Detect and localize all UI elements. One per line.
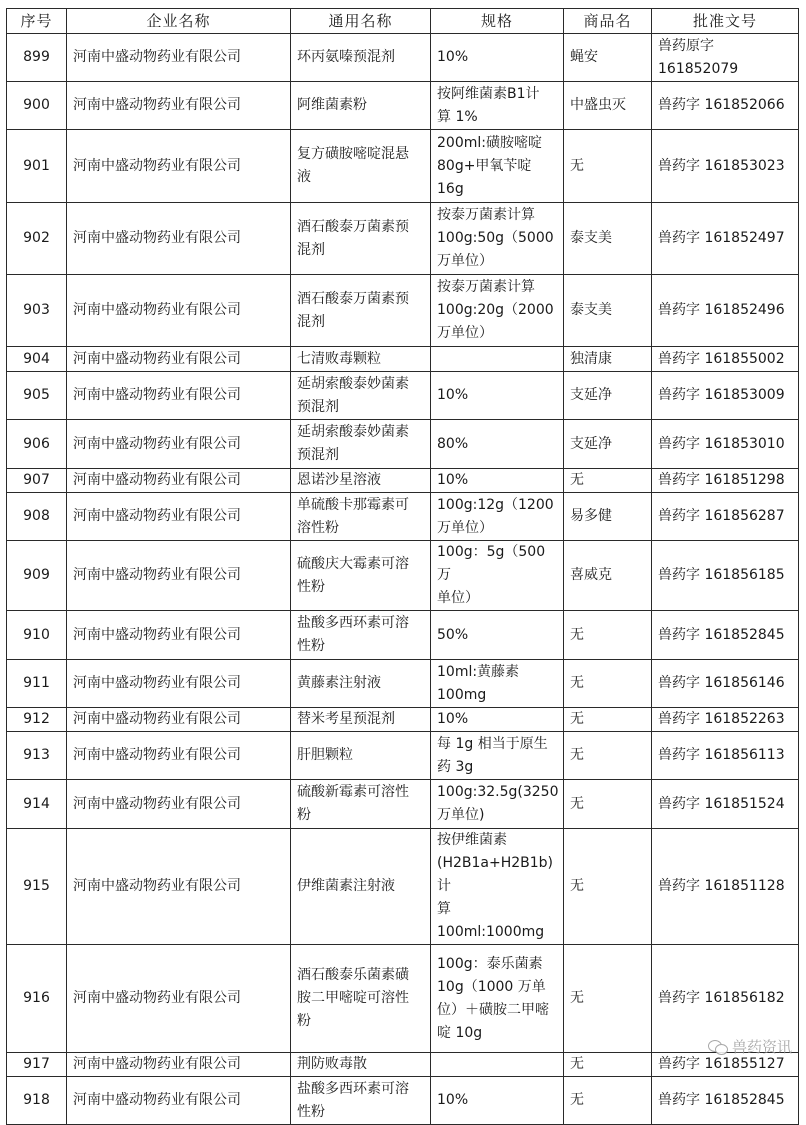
- cell-generic-name-line: 阿维菌素粉: [297, 97, 367, 113]
- cell-generic-name: [291, 541, 431, 611]
- cell-approval-line: 兽药字 161851298: [658, 472, 785, 488]
- cell-approval: [652, 829, 799, 945]
- cell-spec-line: 10%: [437, 49, 469, 65]
- cell-generic-name: [291, 469, 431, 493]
- cell-company: 河南中盛动物药业有限公司: [67, 1053, 291, 1077]
- cell-no: 910: [7, 611, 67, 660]
- cell-spec-line: 算 100ml:1000mg: [437, 901, 545, 940]
- cell-approval: [652, 493, 799, 541]
- cell-approval-line: 兽药字 161851524: [658, 795, 785, 812]
- cell-brand: 支延净: [564, 420, 652, 469]
- cell-spec-line: 万单位）: [437, 519, 493, 536]
- cell-generic-name-line: 复方磺胺嘧啶混悬: [297, 146, 409, 162]
- cell-generic-name-line: 荆防败毒散: [297, 1056, 367, 1072]
- cell-approval-line: 兽药字 161855002: [658, 350, 785, 367]
- cell-spec: [431, 420, 564, 469]
- cell-spec: [431, 1053, 564, 1077]
- cell-brand: 无: [564, 780, 652, 829]
- cell-spec: [431, 130, 564, 203]
- header-company: 企业名称: [67, 9, 291, 34]
- cell-brand: 无: [564, 708, 652, 732]
- cell-generic-name-line: 酒石酸泰万菌素预: [297, 218, 409, 235]
- cell-generic-name-line: 肝胆颗粒: [297, 747, 353, 763]
- cell-spec-line: 100g:12g（1200: [437, 496, 554, 513]
- cell-spec-line: 10%: [437, 387, 469, 403]
- cell-generic-name-line: 混剂: [297, 241, 325, 258]
- cell-generic-name: [291, 1077, 431, 1125]
- cell-brand: 无: [564, 945, 652, 1053]
- cell-approval-line: 兽药字 161853010: [658, 435, 785, 452]
- cell-spec-line: 10ml:黄藤素: [437, 663, 520, 680]
- cell-brand: 无: [564, 1077, 652, 1125]
- cell-approval: [652, 347, 799, 372]
- cell-spec: [431, 732, 564, 780]
- cell-approval-line: 兽药字 161856146: [658, 675, 785, 691]
- cell-spec: [431, 82, 564, 130]
- cell-company: 河南中盛动物药业有限公司: [67, 660, 291, 708]
- cell-approval: [652, 130, 799, 203]
- cell-approval-line: 兽药字 161856287: [658, 508, 785, 524]
- cell-brand: 无: [564, 660, 652, 708]
- cell-spec-line: 算 1%: [437, 108, 478, 125]
- cell-spec-line: 80%: [437, 435, 469, 452]
- cell-generic-name-line: 伊维菌素注射液: [297, 878, 395, 894]
- table-row: [7, 275, 799, 347]
- cell-approval: [652, 541, 799, 611]
- cell-approval: [652, 82, 799, 130]
- cell-no: 918: [7, 1077, 67, 1125]
- cell-generic-name-line: 替米考星预混剂: [297, 711, 395, 727]
- cell-brand: 喜威克: [564, 541, 652, 611]
- table-row: [7, 347, 799, 372]
- cell-approval: [652, 1077, 799, 1125]
- cell-generic-name: [291, 732, 431, 780]
- cell-approval: [652, 708, 799, 732]
- cell-approval-line: 兽药原字: [658, 37, 714, 54]
- cell-spec: [431, 34, 564, 82]
- table-row: [7, 660, 799, 708]
- cell-spec: [431, 372, 564, 420]
- cell-generic-name: [291, 347, 431, 372]
- cell-approval: [652, 660, 799, 708]
- cell-approval: [652, 611, 799, 660]
- cell-approval-line: 兽药字 161853009: [658, 387, 785, 403]
- cell-company: 河南中盛动物药业有限公司: [67, 945, 291, 1053]
- table-row: [7, 203, 799, 275]
- cell-generic-name-line: 液: [297, 169, 311, 185]
- cell-no: 900: [7, 82, 67, 130]
- cell-brand: 支延净: [564, 372, 652, 420]
- cell-spec: [431, 611, 564, 660]
- cell-spec: [431, 780, 564, 829]
- table-row: [7, 732, 799, 780]
- cell-no: 916: [7, 945, 67, 1053]
- cell-spec: [431, 708, 564, 732]
- cell-spec-line: 100g:50g（5000: [437, 230, 554, 246]
- cell-spec-line: 位）＋磺胺二甲嘧: [437, 1001, 549, 1018]
- cell-brand: 泰支美: [564, 203, 652, 275]
- cell-spec-line: 按阿维菌素B1计: [437, 85, 540, 102]
- cell-spec: [431, 493, 564, 541]
- cell-generic-name: [291, 945, 431, 1053]
- cell-generic-name-line: 混剂: [297, 313, 325, 330]
- table-row: [7, 493, 799, 541]
- cell-no: 909: [7, 541, 67, 611]
- cell-generic-name: [291, 372, 431, 420]
- table-row: [7, 1077, 799, 1125]
- cell-spec: [431, 945, 564, 1053]
- cell-generic-name-line: 粉: [297, 807, 311, 823]
- cell-approval: [652, 372, 799, 420]
- cell-spec-line: 每 1g 相当于原生: [437, 735, 548, 752]
- cell-no: 902: [7, 203, 67, 275]
- cell-spec-line: 80g+甲氧苄啶: [437, 157, 532, 174]
- cell-generic-name: [291, 493, 431, 541]
- cell-no: 904: [7, 347, 67, 372]
- table-row: [7, 829, 799, 945]
- cell-no: 912: [7, 708, 67, 732]
- cell-company: 河南中盛动物药业有限公司: [67, 541, 291, 611]
- cell-company: 河南中盛动物药业有限公司: [67, 611, 291, 660]
- header-spec: 规格: [431, 9, 564, 34]
- table-row: [7, 541, 799, 611]
- cell-generic-name-line: 七清败毒颗粒: [297, 350, 381, 367]
- cell-generic-name-line: 延胡索酸泰妙菌素: [297, 424, 409, 440]
- table-row: [7, 708, 799, 732]
- table-row: [7, 469, 799, 493]
- cell-no: 913: [7, 732, 67, 780]
- cell-brand: 无: [564, 1053, 652, 1077]
- watermark-text: 兽药资讯: [731, 1038, 792, 1056]
- cell-generic-name: [291, 708, 431, 732]
- cell-generic-name: [291, 420, 431, 469]
- cell-approval-line: 兽药字 161852066: [658, 97, 785, 113]
- cell-spec-line: 啶 10g: [437, 1024, 483, 1041]
- cell-brand: 无: [564, 732, 652, 780]
- cell-company: 河南中盛动物药业有限公司: [67, 780, 291, 829]
- table-row: [7, 372, 799, 420]
- cell-company: 河南中盛动物药业有限公司: [67, 347, 291, 372]
- cell-no: 915: [7, 829, 67, 945]
- cell-spec-line: 10%: [437, 472, 469, 488]
- cell-no: 903: [7, 275, 67, 347]
- cell-spec: [431, 347, 564, 372]
- cell-spec-line: 100g:20g（2000: [437, 302, 554, 318]
- cell-spec-line: 10%: [437, 711, 469, 727]
- cell-spec-line: 万单位）: [437, 325, 493, 341]
- cell-no: 906: [7, 420, 67, 469]
- cell-approval-line: 兽药字 161856182: [658, 990, 785, 1006]
- cell-approval: [652, 275, 799, 347]
- cell-approval-line: 兽药字 161852263: [658, 711, 785, 727]
- table-row: [7, 82, 799, 130]
- cell-no: 899: [7, 34, 67, 82]
- table-body: [7, 34, 799, 1125]
- cell-approval-line: 兽药字 161852496: [658, 302, 785, 318]
- cell-spec-line: 10g（1000 万单: [437, 978, 546, 995]
- cell-no: 907: [7, 469, 67, 493]
- cell-spec-line: 100g：泰乐菌素: [437, 955, 543, 972]
- cell-company: 河南中盛动物药业有限公司: [67, 372, 291, 420]
- cell-company: 河南中盛动物药业有限公司: [67, 1077, 291, 1125]
- header-row: [7, 9, 799, 34]
- cell-generic-name-line: 恩诺沙星溶液: [297, 472, 381, 488]
- table-row: [7, 1053, 799, 1077]
- cell-generic-name-line: 溶性粉: [297, 519, 339, 536]
- cell-generic-name: [291, 829, 431, 945]
- cell-generic-name: [291, 275, 431, 347]
- drug-approval-table: [6, 8, 799, 1125]
- cell-spec-line: 100mg: [437, 686, 487, 703]
- cell-spec-line: 16g: [437, 180, 464, 197]
- cell-generic-name-line: 酒石酸泰万菌素预: [297, 290, 409, 307]
- cell-generic-name: [291, 660, 431, 708]
- cell-approval: [652, 732, 799, 780]
- cell-generic-name-line: 预混剂: [297, 398, 339, 415]
- cell-spec: [431, 829, 564, 945]
- cell-generic-name-line: 胺二甲嘧啶可溶性: [297, 990, 409, 1006]
- cell-spec-line: 按泰万菌素计算: [437, 279, 535, 295]
- cell-generic-name: [291, 203, 431, 275]
- cell-generic-name-line: 性粉: [297, 578, 325, 595]
- cell-generic-name-line: 预混剂: [297, 447, 339, 463]
- cell-company: 河南中盛动物药业有限公司: [67, 708, 291, 732]
- table-row: [7, 945, 799, 1053]
- cell-spec-line: 100g：5g（500 万: [437, 544, 546, 583]
- cell-brand: 中盛虫灭: [564, 82, 652, 130]
- cell-generic-name-line: 盐酸多西环素可溶: [297, 1080, 409, 1097]
- cell-company: 河南中盛动物药业有限公司: [67, 82, 291, 130]
- cell-generic-name-line: 粉: [297, 1013, 311, 1029]
- cell-generic-name: [291, 82, 431, 130]
- header-generic-name: 通用名称: [291, 9, 431, 34]
- cell-approval-line: 兽药字 161856185: [658, 567, 785, 583]
- cell-spec-line: 按伊维菌素: [437, 832, 507, 848]
- cell-approval: [652, 469, 799, 493]
- cell-generic-name-line: 酒石酸泰乐菌素磺: [297, 967, 409, 983]
- cell-no: 905: [7, 372, 67, 420]
- cell-company: 河南中盛动物药业有限公司: [67, 493, 291, 541]
- cell-spec-line: 按泰万菌素计算: [437, 207, 535, 223]
- cell-spec-line: 10%: [437, 1092, 469, 1108]
- cell-generic-name-line: 性粉: [297, 1103, 325, 1120]
- cell-approval: [652, 945, 799, 1053]
- table-row: [7, 611, 799, 660]
- cell-generic-name-line: 硫酸新霉素可溶性: [297, 784, 409, 800]
- cell-brand: 无: [564, 130, 652, 203]
- cell-generic-name-line: 环丙氨嗪预混剂: [297, 49, 395, 65]
- cell-company: 河南中盛动物药业有限公司: [67, 732, 291, 780]
- cell-company: 河南中盛动物药业有限公司: [67, 469, 291, 493]
- cell-brand: 无: [564, 611, 652, 660]
- cell-generic-name: [291, 34, 431, 82]
- cell-brand: 独清康: [564, 347, 652, 372]
- cell-brand: 无: [564, 829, 652, 945]
- cell-no: 914: [7, 780, 67, 829]
- cell-spec: [431, 1077, 564, 1125]
- cell-spec-line: 200ml:磺胺嘧啶: [437, 134, 542, 151]
- cell-generic-name-line: 盐酸多西环素可溶: [297, 615, 409, 631]
- table-row: [7, 420, 799, 469]
- cell-brand: 蝇安: [564, 34, 652, 82]
- cell-approval-line: 兽药字 161853023: [658, 157, 785, 174]
- table-row: [7, 780, 799, 829]
- cell-generic-name-line: 硫酸庆大霉素可溶: [297, 555, 409, 572]
- cell-spec-line: 单位）: [437, 590, 479, 606]
- cell-generic-name-line: 单硫酸卡那霉素可: [297, 496, 409, 513]
- cell-company: 河南中盛动物药业有限公司: [67, 420, 291, 469]
- cell-approval-line: 兽药字 161852845: [658, 626, 785, 643]
- cell-generic-name-line: 性粉: [297, 638, 325, 654]
- header-brand: 商品名: [564, 9, 652, 34]
- cell-company: 河南中盛动物药业有限公司: [67, 203, 291, 275]
- cell-no: 908: [7, 493, 67, 541]
- cell-brand: 易多健: [564, 493, 652, 541]
- cell-generic-name: [291, 780, 431, 829]
- cell-generic-name: [291, 1053, 431, 1077]
- cell-spec-line: 100g:32.5g(3250: [437, 784, 559, 800]
- cell-spec: [431, 541, 564, 611]
- cell-spec-line: 万单位）: [437, 253, 493, 269]
- table-row: [7, 34, 799, 82]
- cell-brand: 泰支美: [564, 275, 652, 347]
- cell-spec-line: (H2B1a+H2B1b)计: [437, 855, 554, 894]
- cell-no: 901: [7, 130, 67, 203]
- table-row: [7, 130, 799, 203]
- cell-approval: [652, 420, 799, 469]
- cell-approval: [652, 34, 799, 82]
- cell-approval: [652, 203, 799, 275]
- cell-approval: [652, 780, 799, 829]
- cell-generic-name: [291, 611, 431, 660]
- cell-spec-line: 50%: [437, 626, 469, 643]
- cell-company: 河南中盛动物药业有限公司: [67, 275, 291, 347]
- cell-brand: 无: [564, 469, 652, 493]
- header-no: 序号: [7, 9, 67, 34]
- cell-spec: [431, 469, 564, 493]
- cell-generic-name: [291, 130, 431, 203]
- cell-spec-line: 万单位): [437, 807, 485, 823]
- cell-spec: [431, 660, 564, 708]
- cell-company: 河南中盛动物药业有限公司: [67, 34, 291, 82]
- cell-approval-line: 兽药字 161852845: [658, 1092, 785, 1108]
- cell-approval: [652, 1053, 799, 1077]
- cell-generic-name-line: 延胡索酸泰妙菌素: [297, 375, 409, 392]
- cell-spec: [431, 275, 564, 347]
- cell-company: 河南中盛动物药业有限公司: [67, 130, 291, 203]
- cell-no: 917: [7, 1053, 67, 1077]
- cell-approval-line: 兽药字 161851128: [658, 878, 785, 894]
- cell-generic-name-line: 黄藤素注射液: [297, 675, 381, 691]
- cell-approval-line: 兽药字 161856113: [658, 747, 785, 763]
- cell-no: 911: [7, 660, 67, 708]
- cell-approval-line: 兽药字 161852497: [658, 230, 785, 246]
- header-approval: 批准文号: [652, 9, 799, 34]
- cell-approval-line: 兽药字 161855127: [658, 1056, 785, 1072]
- cell-spec-line: 药 3g: [437, 758, 474, 775]
- cell-company: 河南中盛动物药业有限公司: [67, 829, 291, 945]
- cell-spec: [431, 203, 564, 275]
- cell-approval-line: 161852079: [658, 60, 739, 77]
